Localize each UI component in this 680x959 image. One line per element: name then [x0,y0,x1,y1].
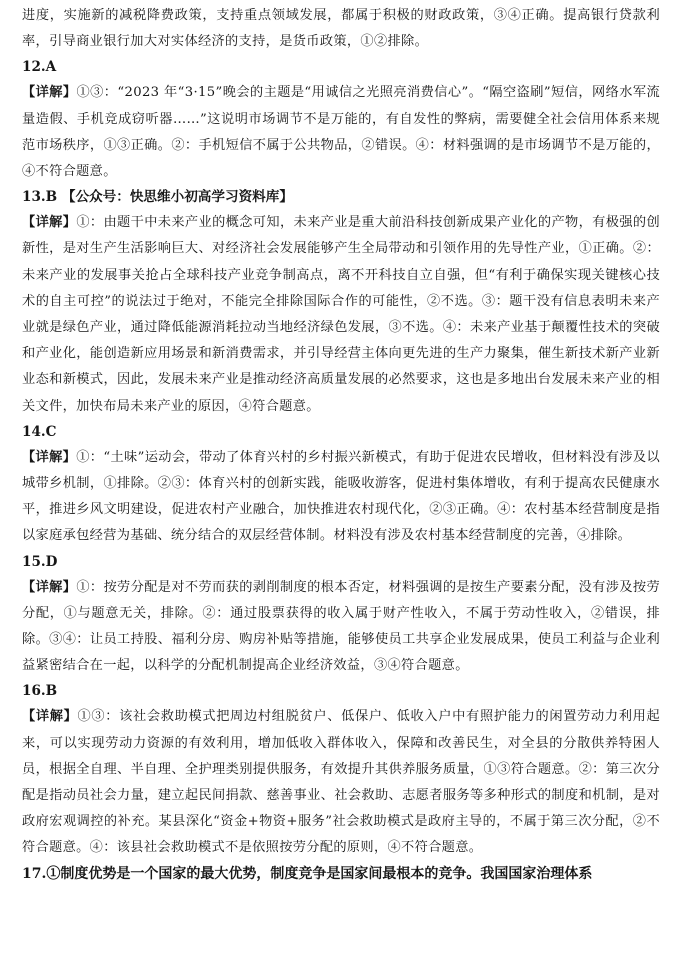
explanation-15: 【详解】①：按劳分配是对不劳而获的剥削制度的根本否定，材料强调的是按生产要素分配，没有涉及按劳分配，①与题意无关，排除。②：通过股票获得的收入属于财产性收入，不属于劳动性收入，②错误，排除。③④：让员工持股、福利分房、购房补贴等措施，能够使员工共享企业发展成果，使员工利益与企业利益紧密结合在一起，以科学的分配机制提高企业经济效益，③④符合题意。 [22,579,661,674]
detail-tag: 【详解】 [22,579,77,595]
explanation-12: 【详解】①③：“2023 年“3·15”晚会的主题是“用诚信之光照亮消费信心”。“隔空盗刷”短信，网络水军流量造假、手机竞成窃听器……”这说明市场调节不是万能的，有自发性的弊病，需要健全社会信用体系来规范市场秩序，①③正确。②：手机短信不属于公共物品，②错误。④：材料强调的是市场调节不是万能的，④不符合题意。 [22,85,660,180]
detail-tag: 【详解】 [22,449,77,465]
answer-12: 12.A [22,59,57,76]
explanation-14: 【详解】①：“土味”运动会，带动了体育兴村的乡村振兴新模式，有助于促进农民增收，但材料没有涉及以城带乡机制，①排除。②③：体育兴村的创新实践，能吸收游客，促进村集体增收，有利于提高农民健康水平，推进乡风文明建设，促进农村产业融合，加快推进农村现代化，②③正确。④：农村基本经营制度是指以家庭承包经营为基础、统分结合的双层经营体制。材料没有涉及农村基本经营制度的完善，④排除。 [22,449,660,544]
answer-17-start: 17.①制度优势是一个国家的最大优势，制度竞争是国家间最根本的竞争。我国国家治理体系 [22,865,593,882]
paragraph-11-tail: 进度，实施新的减税降费政策，支持重点领域发展，都属于积极的财政政策，③④正确。提高银行贷款利率，引导商业银行加大对实体经济的支持，是货币政策，①②排除。 [22,8,660,50]
answer-14: 14.C [22,423,57,440]
answer-16: 16.B [22,683,58,700]
answer-15: 15.D [22,553,58,570]
explanation-16: 【详解】①③：该社会救助模式把周边村组脱贫户、低保户、低收入户中有照护能力的闲置劳动力利用起来，可以实现劳动力资源的有效利用，增加低收入群体收入，保障和改善民生，对全县的分散供养特困人员，根据全自理、半自理、全护理类别提供服务，有效提升其供养服务质量，①③符合题意。②：第三次分配是指动员社会力量，建立起民间捐款、慈善事业、社会救助、志愿者服务等多种形式的制度和机制，是对政府宏观调控的补充。某县深化“资金+物资+服务”社会救助模式是政府主导的，不属于第三次分配，②不符合题意。④：该县社会救助模式不是依照按劳分配的原则，④不符合题意。 [22,709,660,856]
explanation-13: 【详解】①：由题干中未来产业的概念可知，未来产业是重大前沿科技创新成果产业化的产物，有极强的创新性，是对生产生活影响巨大、对经济社会发展能够产生全局带动和引领作用的先导性产业，①正确。②：未来产业的发展事关抢占全球科技产业竞争制高点，离不开科技自立自强，但“有利于确保实现关键核心技术的自主可控”的说法过于绝对，不能完全排除国际合作的可能性，②不选。③：题干没有信息表明未来产业就是绿色产业，通过降低能源消耗拉动当地经济绿色发展，③不选。④：未来产业基于颠覆性技术的突破和产业化，能创造新应用场景和新消费需求，并引导经营主体向更先进的生产力聚集，催生新技术新产业新业态和新模式，因此，发展未来产业是推动经济高质量发展的必然要求，这也是多地出台发展未来产业的相关文件，加快布局未来产业的原因，④符合题意。 [22,215,661,414]
answer-13: 13.B 【公众号：快思维小初高学习资料库】 [22,189,293,206]
detail-tag: 【详解】 [22,215,77,231]
detail-tag: 【详解】 [22,709,78,725]
detail-tag: 【详解】 [22,85,77,101]
